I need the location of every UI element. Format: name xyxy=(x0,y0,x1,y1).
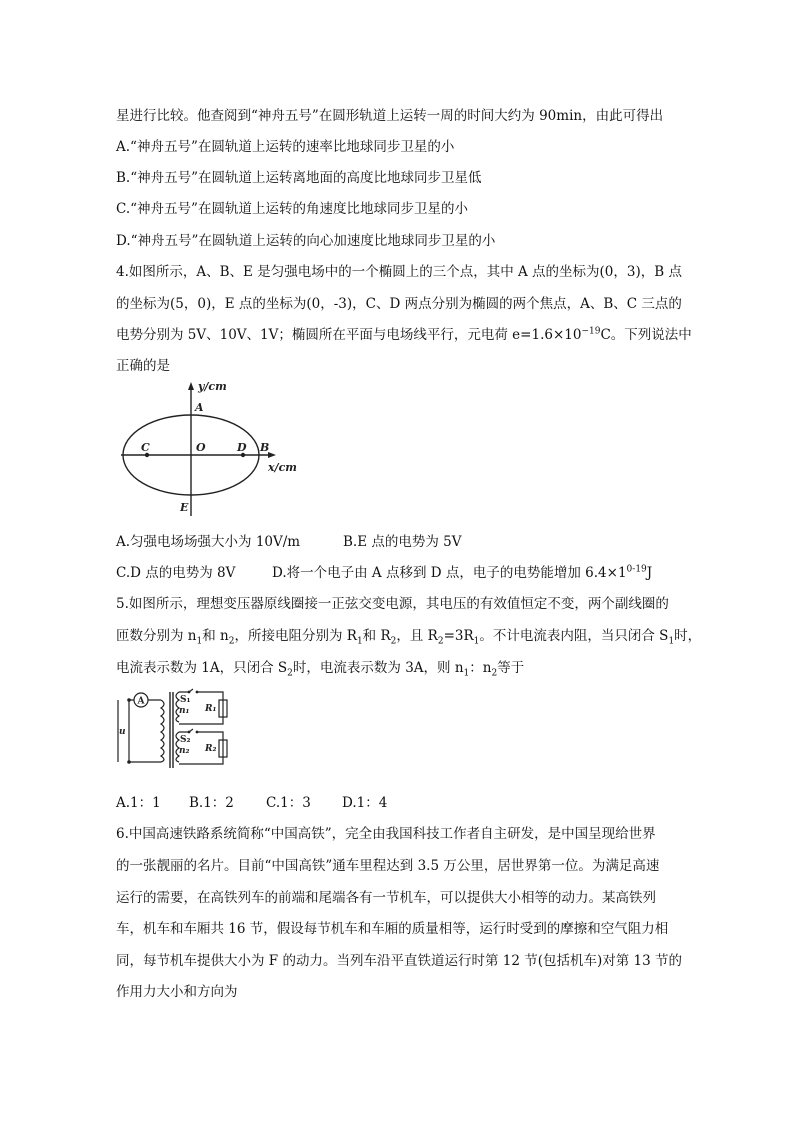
q4-option-a: A.匀强电场场强大小为 10V/m xyxy=(116,534,301,550)
q3-option-b: B.“神舟五号”在圆轨道上运转离地面的高度比地球同步卫星低 xyxy=(116,170,482,186)
q5-stem-line2: 匝数分别为 $n_1$和 $n_2$，所接电阻分别为 $R_1$和 $R_2$，且 $R_2=3R_1$。不计电流表内阻，当只闭合 $S_1$时， xyxy=(116,628,702,647)
primary-coil xyxy=(161,700,164,762)
q3-option-d: D.“神舟五号”在圆轨道上运转的向心加速度比地球同步卫星的小 xyxy=(116,233,496,249)
q3-option-a: A.“神舟五号”在圆轨道上运转的速率比地球同步卫星的小 xyxy=(116,139,455,155)
label-o: O xyxy=(196,441,206,454)
q4-stem-line4: 正确的是 xyxy=(116,358,170,374)
q3-stem-tail: 星进行比较。他查阅到“神舟五号”在圆形轨道上运转一周的时间大约为 90min，由此可得出 xyxy=(116,108,664,124)
resistor-r2-label: R₂ xyxy=(205,744,217,754)
label-b: B xyxy=(260,441,270,454)
ellipse-field-figure xyxy=(116,376,306,516)
q6-stem-line2: 的一张靓丽的名片。目前“中国高铁”通车里程达到 3.5 万公里，居世界第一位。为满足高速 xyxy=(116,858,660,874)
resistor-r1-label: R₁ xyxy=(205,704,217,714)
q6-stem-line3: 运行的需要，在高铁列车的前端和尾端各有一节机车，可以提供大小相等的动力。某高铁列 xyxy=(116,890,656,906)
q5-option-c: C.1：3 xyxy=(266,795,311,811)
ammeter-label: A xyxy=(137,696,145,707)
q4-option-d: D.将一个电子由 A 点移到 D 点，电子的电势能增加 $6.4\times 1^{0-19}J$ xyxy=(272,564,653,581)
switch-s1 xyxy=(179,689,193,692)
q6-stem-line5: 同，每节机车提供大小为 F 的动力。当列车沿平直铁道运行时第 12 节(包括机车)对第 13 节的 xyxy=(116,953,683,969)
q5-stem-line3: 电流表示数为 1A，只闭合 $S_2$时，电流表示数为 3A，则 $n_1$：$n_2$等于 xyxy=(116,660,525,679)
q5-stem-line1: 5.如图所示，理想变压器原线圈接一正弦交变电源，其电压的有效值恒定不变，两个副线圈的 xyxy=(116,596,669,612)
q4-option-b: B.E 点的电势为 5V xyxy=(343,534,462,550)
q6-stem-line4: 车，机车和车厢共 16 节，假设每节机车和车厢的质量相等，运行时受到的摩擦和空气阻力相 xyxy=(116,921,669,937)
q6-stem-line6: 作用力大小和方向为 xyxy=(116,984,238,1000)
switch-s2 xyxy=(179,729,193,732)
q5-option-b: B.1：2 xyxy=(189,795,234,811)
y-axis-arrow-icon xyxy=(188,382,194,390)
q4-stem-line2: 的坐标为(5，0)，E 点的坐标为(0，-3)，C、D 两点分别为椭圆的两个焦点，A、B、C 三点的 xyxy=(116,296,682,312)
label-a: A xyxy=(195,401,204,414)
turns-n2-label: n₂ xyxy=(179,746,190,756)
label-e: E xyxy=(180,501,189,514)
voltage-label: u xyxy=(119,727,126,737)
q5-option-d: D.1：4 xyxy=(342,795,388,811)
x-axis-label: x/cm xyxy=(268,461,297,474)
q4-stem-line1: 4.如图所示，A、B、E 是匀强电场中的一个椭圆上的三个点，其中 A 点的坐标为(0，3)，B 点 xyxy=(116,264,682,280)
label-c: C xyxy=(141,441,150,454)
switch-s1-label: S₁ xyxy=(180,695,191,705)
switch-s2-label: S₂ xyxy=(180,735,191,745)
q5-option-a: A.1：1 xyxy=(116,795,161,811)
q6-stem-line1: 6.中国高速铁路系统简称“中国高铁”，完全由我国科技工作者自主研发，是中国呈现给世界 xyxy=(116,826,656,842)
q4-stem-line3: 电势分别为 5V、10V、1V；椭圆所在平面与电场线平行，元电荷 $e=1.6\times 10^{-19}C$。下列说法中 xyxy=(116,326,692,343)
primary-wire xyxy=(129,700,161,762)
turns-n1-label: n₁ xyxy=(179,706,190,716)
y-axis-label: y/cm xyxy=(198,380,227,393)
q4-option-c: C.D 点的电势为 8V xyxy=(116,565,236,581)
q3-option-c: C.“神舟五号”在圆轨道上运转的角速度比地球同步卫星的小 xyxy=(116,201,468,217)
transformer-circuit-figure xyxy=(113,686,238,770)
label-d: D xyxy=(237,441,247,454)
